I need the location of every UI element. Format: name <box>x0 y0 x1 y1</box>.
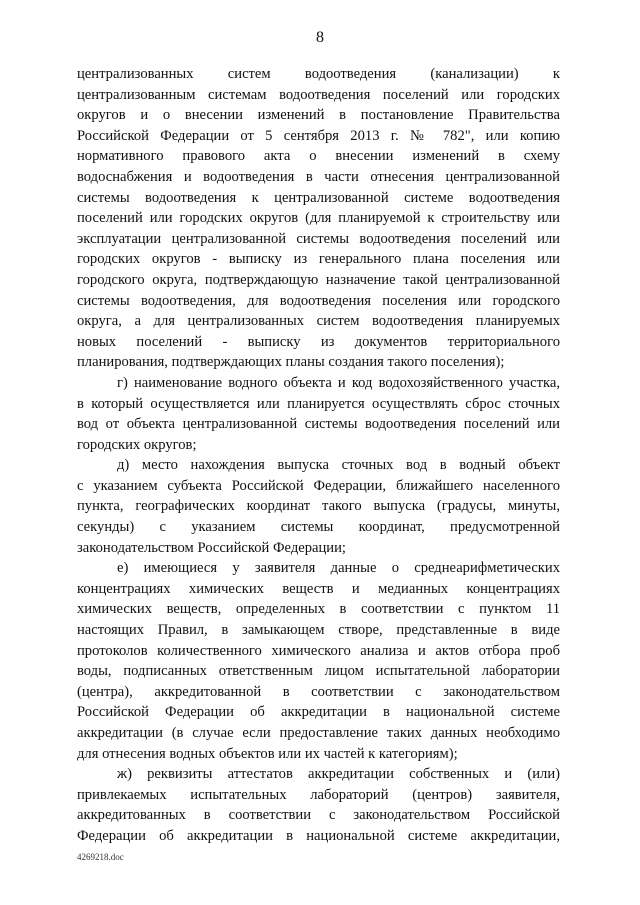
file-name-footer: 4269218.doc <box>77 852 124 862</box>
paragraph-item-e <box>77 558 560 764</box>
text-line: эксплуатации централизованной системы водоотведения поселений или <box>77 230 560 247</box>
text-line: округа, а для централизованных систем водоотведения планируемых <box>77 313 560 330</box>
text-line: концентрациях химических веществ и медианных концентрациях <box>77 580 560 597</box>
text-line: нормативного правового акта о внесении изменений в схему <box>77 148 560 165</box>
text-line: округов и о внесении изменений в постановление Правительства <box>77 107 560 124</box>
text-line: привлекаемых испытательных лабораторий (центров) заявителя, <box>77 786 560 803</box>
text-line: аккредитованных в соответствии с законодательством Российской <box>77 807 560 824</box>
text-line: в который осуществляется или планируется осуществлять сброс сточных <box>77 395 560 412</box>
text-line: централизованным системам водоотведения поселений или городских <box>77 86 560 103</box>
paragraph-item-zh <box>77 764 560 846</box>
text-line: поселений или городских округов (для планируемой к строительству или <box>77 210 560 227</box>
text-line: городских округов - выписку из генерального плана поселения или <box>77 251 560 268</box>
text-line: вод от объекта централизованной системы водоотведения поселений или <box>77 416 560 433</box>
text-line: планирования, подтверждающих планы создания такого поселения); <box>77 354 505 371</box>
page-number: 8 <box>316 29 324 46</box>
text-line: д) место нахождения выпуска сточных вод в водный объект <box>117 457 560 474</box>
text-line: (центра), аккредитованной в соответствии с законодательством <box>77 683 560 700</box>
text-line: Российской Федерации от 5 сентября 2013 г. № 782", или копию <box>77 127 560 144</box>
text-line: ж) реквизиты аттестатов аккредитации собственных и (или) <box>117 766 560 783</box>
text-line: настоящих Правил, в замыкающем створе, представленные в виде <box>77 622 560 639</box>
text-line: пункта, географических координат такого выпуска (градусы, минуты, <box>77 498 560 515</box>
text-line: секунды) с указанием системы координат, предусмотренной <box>77 519 560 536</box>
text-line: Федерации об аккредитации в национальной системе аккредитации, <box>77 827 560 844</box>
text-line: городского округа, подтверждающую назначение такой централизованной <box>77 271 560 288</box>
text-line: протоколов количественного химического анализа и актов отбора проб <box>77 642 560 659</box>
text-line: системы водоотведения к централизованной системе водоотведения <box>77 189 560 206</box>
paragraph-item-d <box>77 455 560 558</box>
paragraph-item-g <box>77 373 560 455</box>
text-line: водоснабжения и водоотведения в части отнесения централизованной <box>77 168 560 185</box>
text-line: законодательством Российской Федерации; <box>77 539 346 556</box>
text-line: аккредитации (в случае если предоставление таких данных необходимо <box>77 725 560 741</box>
text-line: Российской Федерации об аккредитации в национальной системе <box>77 704 560 721</box>
document-body <box>77 64 560 847</box>
text-line: воды, подписанных ответственным лицом испытательной лаборатории <box>77 663 560 680</box>
text-line: е) имеющиеся у заявителя данные о среднеарифметических <box>117 560 560 577</box>
text-line: городских округов; <box>77 436 197 453</box>
text-line: централизованных систем водоотведения (канализации) к <box>77 66 560 82</box>
text-line: для отнесения водных объектов или их частей к категориям); <box>77 745 458 762</box>
text-line: новых поселений - выписку из документов территориального <box>77 333 560 350</box>
text-line: химических веществ, определенных в соответствии с пунктом 11 <box>77 601 560 618</box>
text-line: системы водоотведения, для водоотведения поселения или городского <box>77 292 560 309</box>
text-line: г) наименование водного объекта и код водохозяйственного участка, <box>117 374 560 391</box>
text-line: с указанием субъекта Российской Федерации, ближайшего населенного <box>77 477 560 494</box>
paragraph-continuation <box>77 64 560 373</box>
